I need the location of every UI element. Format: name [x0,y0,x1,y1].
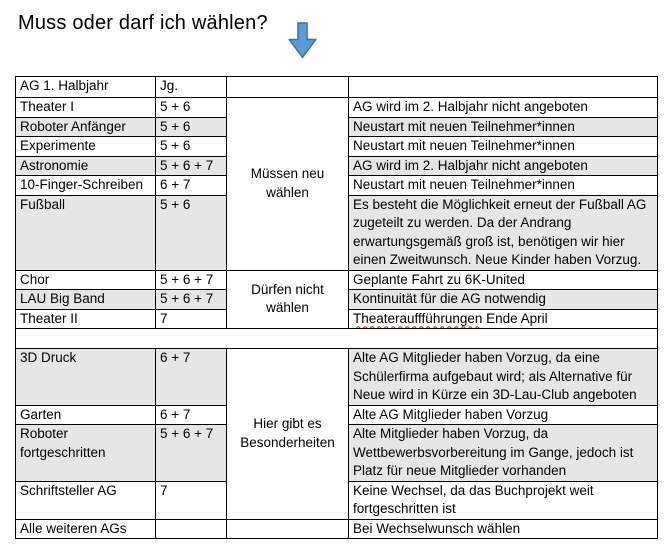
grade-cell: 5 + 6 [156,137,227,157]
note-cell [349,309,658,329]
spacer-cell [16,329,658,349]
ag-name-cell: Roboter Anfänger [16,117,156,137]
spacer-row [16,329,658,349]
grade-cell: 5 + 6 [156,98,227,118]
grade-cell: 5 + 6 + 7 [156,425,227,482]
grade-column-header: Jg. [156,77,227,98]
grade-cell: 5 + 6 + 7 [156,290,227,310]
note-cell: Kontinuität für die AG notwendig [349,290,658,310]
note-cell: Keine Wechsel, da das Buchprojekt weit fortgeschritten ist [349,481,658,519]
ag-name-cell: Experimente [16,137,156,157]
ag-name-cell: Garten [16,405,156,425]
note-cell: Alte Mitglieder haben Vorzug, da Wettbewerbsvorbereitung im Gange, jedoch ist Platz für neue Mitglieder vorhanden [349,425,658,482]
category-header-cell [227,77,349,98]
ag-name-cell: Schriftsteller AG [16,481,156,519]
title-row [15,6,657,66]
down-arrow-icon [286,22,319,64]
table-row-3d-druck [16,349,658,406]
ag-name-cell: Alle weiteren AGs [16,519,156,539]
table-row-theater-1 [16,98,658,118]
ag-name-cell: Theater II [16,309,156,329]
ag-name-cell: LAU Big Band [16,290,156,310]
note-cell: AG wird im 2. Halbjahr nicht angeboten [349,156,658,176]
note-rest: Ende April [482,310,548,326]
note-cell: Neustart mit neuen Teilnehmer*innen [349,117,658,137]
ag-name-cell: Chor [16,270,156,290]
ag-name-cell: Astronomie [16,156,156,176]
note-cell: Es besteht die Möglichkeit erneut der Fußball AG zugeteilt zu werden. Da der Andrang erwartungsgemäß groß ist, benötigen wir hier einen Zweitwunsch. Neue Kinder haben Vorzug. [349,195,658,270]
grade-cell: 5 + 6 [156,195,227,270]
note-cell: Neustart mit neuen Teilnehmer*innen [349,176,658,196]
grade-cell: 6 + 7 [156,176,227,196]
grade-cell: 6 + 7 [156,405,227,425]
category-cell-muessen-neu-waehlen: Müssen neu wählen [227,98,349,271]
note-cell: AG wird im 2. Halbjahr nicht angeboten [349,98,658,118]
category-cell-empty [227,519,349,539]
ag-name-cell: 3D Druck [16,349,156,406]
ag-name-cell: Roboter fortgeschritten [16,425,156,482]
table-row-alle-weiteren-ags [16,519,658,539]
note-cell: Alte AG Mitglieder haben Vorzug [349,405,658,425]
ag-overview-table [15,76,658,539]
ag-column-header: AG 1. Halbjahr [16,77,156,98]
ag-name-cell: Fußball [16,195,156,270]
grade-cell: 7 [156,481,227,519]
note-cell: Neustart mit neuen Teilnehmer*innen [349,137,658,157]
note-cell: Bei Wechselwunsch wählen [349,519,658,539]
note-cell: Geplante Fahrt zu 6K-United [349,270,658,290]
table-row-chor [16,270,658,290]
page-title: Muss oder darf ich wählen? [18,12,268,34]
category-cell-besonderheiten: Hier gibt es Besonderheiten [227,349,349,520]
ag-name-cell: Theater I [16,98,156,118]
note-cell: Alte AG Mitglieder haben Vorzug, da eine Schülerfirma aufgebaut wird; als Alternative für Neue wird in Kürze ein 3D-Lau-Club angeboten [349,349,658,406]
table-header-row [16,77,658,98]
grade-cell [156,519,227,539]
grade-cell: 7 [156,309,227,329]
note-header-cell [349,77,658,98]
misspelled-word: Theaterauffführungen [353,310,483,326]
grade-cell: 5 + 6 + 7 [156,270,227,290]
grade-cell: 6 + 7 [156,349,227,406]
grade-cell: 5 + 6 + 7 [156,156,227,176]
ag-name-cell: 10-Finger-Schreiben [16,176,156,196]
grade-cell: 5 + 6 [156,117,227,137]
category-cell-duerfen-nicht-waehlen: Dürfen nicht wählen [227,270,349,329]
